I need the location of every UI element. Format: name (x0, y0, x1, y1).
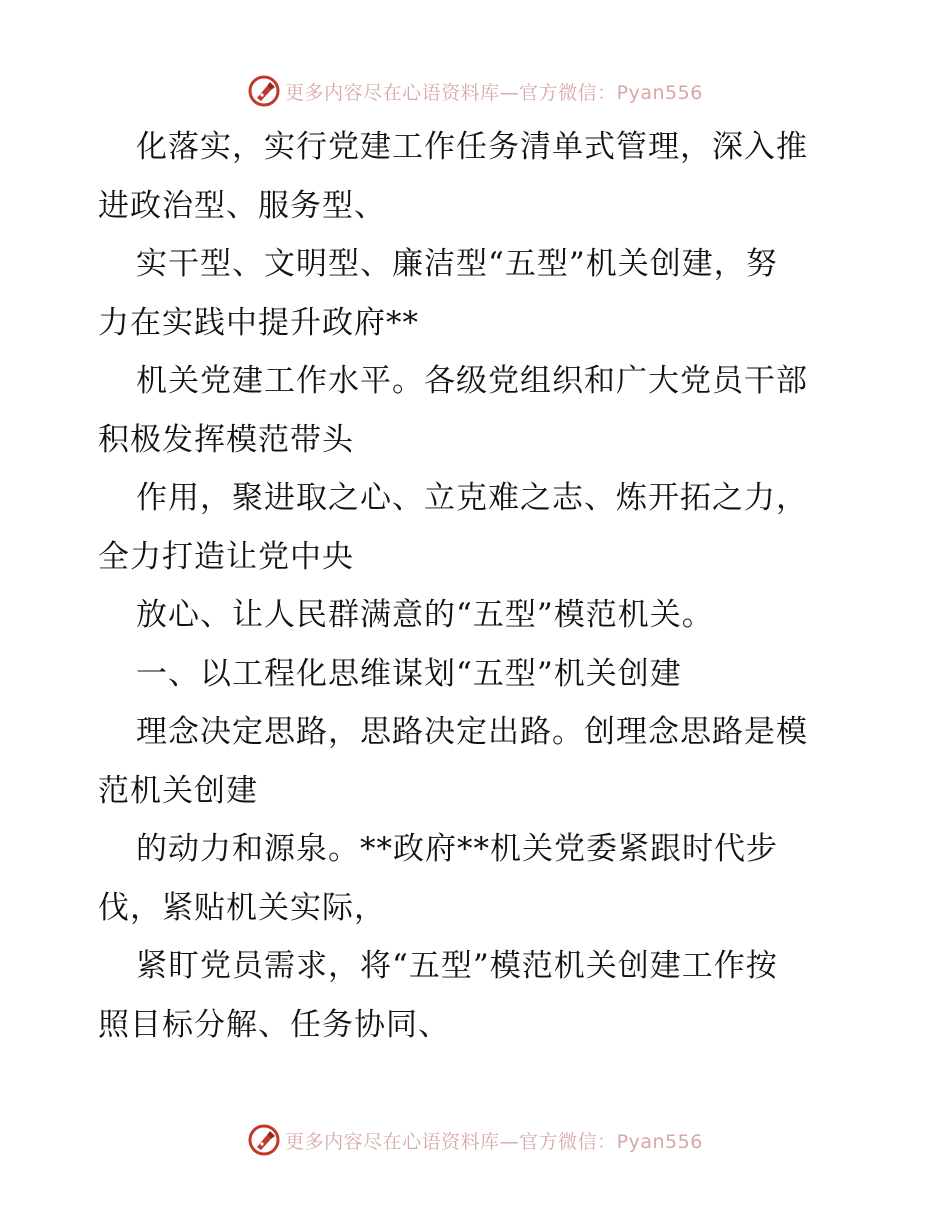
paragraph-line: 积极发挥模范带头 (98, 421, 354, 458)
paragraph-line: 化落实，实行党建工作任务清单式管理，深入推 (136, 129, 808, 165)
header-banner-text: 更多内容尽在心语资料库—官方微信：Pyan556 (285, 81, 703, 104)
document-body (98, 118, 858, 1054)
paragraph-line: 放心、让人民群满意的“五型”模范机关。 (136, 597, 714, 633)
footer-banner-text: 更多内容尽在心语资料库—官方微信：Pyan556 (285, 1130, 703, 1153)
paragraph-line: 全力打造让党中央 (98, 538, 354, 575)
paragraph-line: 作用，聚进取之心、立克难之志、炼开拓之力， (136, 480, 808, 516)
paragraph-line: 实干型、文明型、廉洁型“五型”机关创建，努 (136, 246, 778, 282)
paragraph-line: 伐，紧贴机关实际， (98, 889, 386, 926)
paragraph-line: 一、以工程化思维谋划“五型”机关创建 (136, 655, 682, 692)
footer-watermark-banner (0, 1120, 950, 1160)
paragraph-line: 范机关创建 (98, 772, 258, 809)
paragraph-line: 照目标分解、任务协同、 (98, 1006, 450, 1043)
pen-nib-circle-icon (247, 74, 281, 108)
paragraph-line: 力在实践中提升政府** (98, 304, 419, 341)
paragraph-line: 机关党建工作水平。各级党组织和广大党员干部 (136, 363, 808, 399)
paragraph-line: 的动力和源泉。**政府**机关党委紧跟时代步 (136, 831, 778, 867)
paragraph-line: 紧盯党员需求，将“五型”模范机关创建工作按 (136, 948, 778, 984)
pen-nib-circle-icon (247, 1123, 281, 1157)
paragraph-line: 理念决定思路，思路决定出路。创理念思路是模 (136, 714, 808, 750)
paragraph-line: 进政治型、服务型、 (98, 187, 386, 224)
header-watermark-banner (0, 71, 950, 111)
